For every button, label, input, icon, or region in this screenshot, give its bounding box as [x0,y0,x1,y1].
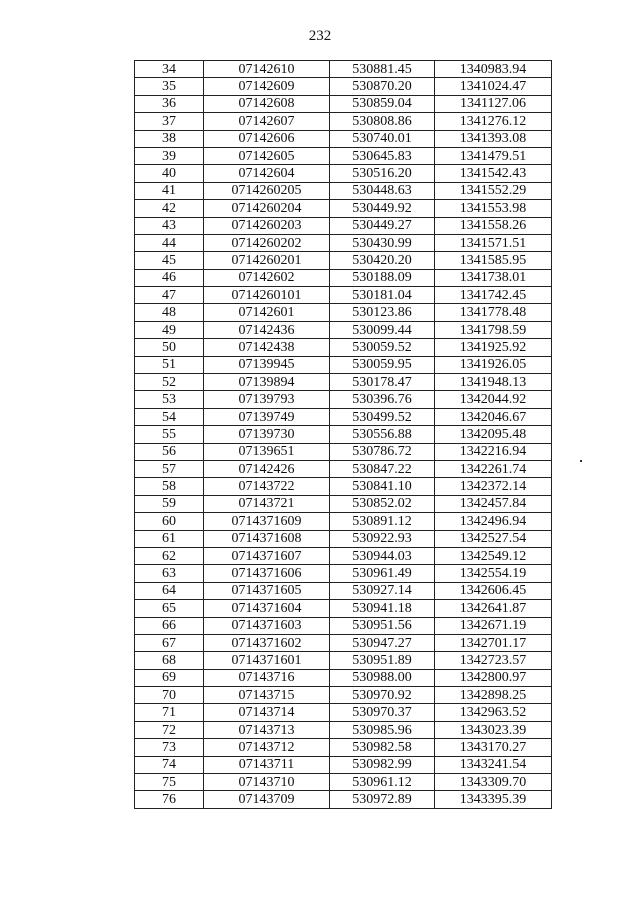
point-id-cell: 07142438 [204,339,330,356]
x-coordinate-cell: 530951.89 [330,652,435,669]
table-row [135,756,552,773]
y-coordinate-cell: 1342095.48 [435,426,552,443]
point-id-cell: 07139730 [204,426,330,443]
row-number-cell: 69 [135,669,204,686]
row-number-cell: 44 [135,234,204,251]
x-coordinate-cell: 530847.22 [330,460,435,477]
point-id-cell: 07139651 [204,443,330,460]
point-id-cell: 0714371602 [204,634,330,651]
table-row [135,634,552,651]
table-row [135,617,552,634]
point-id-cell: 0714371603 [204,617,330,634]
row-number-cell: 58 [135,478,204,495]
point-id-cell: 07142609 [204,78,330,95]
point-id-cell: 07143715 [204,687,330,704]
row-number-cell: 60 [135,513,204,530]
table-row [135,774,552,791]
point-id-cell: 0714260203 [204,217,330,234]
point-id-cell: 07143712 [204,739,330,756]
row-number-cell: 38 [135,130,204,147]
x-coordinate-cell: 530099.44 [330,321,435,338]
point-id-cell: 07142607 [204,113,330,130]
x-coordinate-cell: 530449.27 [330,217,435,234]
row-number-cell: 74 [135,756,204,773]
row-number-cell: 59 [135,495,204,512]
y-coordinate-cell: 1341742.45 [435,287,552,304]
x-coordinate-cell: 530059.52 [330,339,435,356]
y-coordinate-cell: 1342457.84 [435,495,552,512]
x-coordinate-cell: 530961.49 [330,565,435,582]
row-number-cell: 73 [135,739,204,756]
x-coordinate-cell: 530985.96 [330,721,435,738]
y-coordinate-cell: 1341552.29 [435,182,552,199]
y-coordinate-cell: 1341127.06 [435,95,552,112]
table-row [135,565,552,582]
row-number-cell: 53 [135,391,204,408]
row-number-cell: 65 [135,600,204,617]
x-coordinate-cell: 530448.63 [330,182,435,199]
y-coordinate-cell: 1342606.45 [435,582,552,599]
y-coordinate-cell: 1341479.51 [435,147,552,164]
table-row [135,460,552,477]
y-coordinate-cell: 1342216.94 [435,443,552,460]
y-coordinate-cell: 1341558.26 [435,217,552,234]
y-coordinate-cell: 1343170.27 [435,739,552,756]
table-row [135,739,552,756]
row-number-cell: 49 [135,321,204,338]
y-coordinate-cell: 1342046.67 [435,408,552,425]
row-number-cell: 48 [135,304,204,321]
point-id-cell: 0714260101 [204,287,330,304]
point-id-cell: 07142436 [204,321,330,338]
row-number-cell: 62 [135,547,204,564]
row-number-cell: 34 [135,61,204,78]
row-number-cell: 56 [135,443,204,460]
x-coordinate-cell: 530808.86 [330,113,435,130]
table-row [135,113,552,130]
row-number-cell: 47 [135,287,204,304]
point-id-cell: 07139793 [204,391,330,408]
y-coordinate-cell: 1340983.94 [435,61,552,78]
table-row [135,147,552,164]
row-number-cell: 75 [135,774,204,791]
x-coordinate-cell: 530982.58 [330,739,435,756]
y-coordinate-cell: 1341778.48 [435,304,552,321]
table-row [135,478,552,495]
x-coordinate-cell: 530961.12 [330,774,435,791]
x-coordinate-cell: 530841.10 [330,478,435,495]
x-coordinate-cell: 530922.93 [330,530,435,547]
x-coordinate-cell: 530181.04 [330,287,435,304]
table-row [135,704,552,721]
row-number-cell: 46 [135,269,204,286]
row-number-cell: 45 [135,252,204,269]
point-id-cell: 07142602 [204,269,330,286]
row-number-cell: 41 [135,182,204,199]
y-coordinate-cell: 1341925.92 [435,339,552,356]
y-coordinate-cell: 1343395.39 [435,791,552,808]
x-coordinate-cell: 530499.52 [330,408,435,425]
point-id-cell: 07139894 [204,374,330,391]
x-coordinate-cell: 530870.20 [330,78,435,95]
row-number-cell: 40 [135,165,204,182]
coordinate-table [134,60,552,809]
table-body [135,61,552,809]
y-coordinate-cell: 1342641.87 [435,600,552,617]
x-coordinate-cell: 530947.27 [330,634,435,651]
y-coordinate-cell: 1341738.01 [435,269,552,286]
table-row [135,252,552,269]
row-number-cell: 63 [135,565,204,582]
point-id-cell: 07142610 [204,61,330,78]
x-coordinate-cell: 530786.72 [330,443,435,460]
point-id-cell: 0714371605 [204,582,330,599]
row-number-cell: 39 [135,147,204,164]
x-coordinate-cell: 530881.45 [330,61,435,78]
table-row [135,234,552,251]
x-coordinate-cell: 530420.20 [330,252,435,269]
table-row [135,182,552,199]
x-coordinate-cell: 530645.83 [330,147,435,164]
table-row [135,530,552,547]
x-coordinate-cell: 530859.04 [330,95,435,112]
point-id-cell: 07143716 [204,669,330,686]
table-row [135,78,552,95]
table-row [135,391,552,408]
table-row [135,443,552,460]
table-row [135,304,552,321]
y-coordinate-cell: 1341571.51 [435,234,552,251]
table-row [135,374,552,391]
row-number-cell: 70 [135,687,204,704]
table-row [135,165,552,182]
point-id-cell: 0714371608 [204,530,330,547]
row-number-cell: 35 [135,78,204,95]
row-number-cell: 37 [135,113,204,130]
x-coordinate-cell: 530982.99 [330,756,435,773]
x-coordinate-cell: 530941.18 [330,600,435,617]
x-coordinate-cell: 530988.00 [330,669,435,686]
x-coordinate-cell: 530188.09 [330,269,435,286]
y-coordinate-cell: 1341585.95 [435,252,552,269]
point-id-cell: 0714371606 [204,565,330,582]
x-coordinate-cell: 530951.56 [330,617,435,634]
table-row [135,687,552,704]
table-row [135,200,552,217]
table-row [135,582,552,599]
y-coordinate-cell: 1341024.47 [435,78,552,95]
y-coordinate-cell: 1342671.19 [435,617,552,634]
y-coordinate-cell: 1342261.74 [435,460,552,477]
table-row [135,269,552,286]
y-coordinate-cell: 1343309.70 [435,774,552,791]
table-row [135,61,552,78]
table-row [135,547,552,564]
table-row [135,513,552,530]
x-coordinate-cell: 530970.37 [330,704,435,721]
y-coordinate-cell: 1342963.52 [435,704,552,721]
x-coordinate-cell: 530927.14 [330,582,435,599]
y-coordinate-cell: 1342549.12 [435,547,552,564]
point-id-cell: 07143711 [204,756,330,773]
x-coordinate-cell: 530740.01 [330,130,435,147]
row-number-cell: 64 [135,582,204,599]
y-coordinate-cell: 1342044.92 [435,391,552,408]
row-number-cell: 55 [135,426,204,443]
y-coordinate-cell: 1342701.17 [435,634,552,651]
x-coordinate-cell: 530970.92 [330,687,435,704]
table-row [135,287,552,304]
point-id-cell: 0714260201 [204,252,330,269]
table-row [135,652,552,669]
point-id-cell: 07142606 [204,130,330,147]
y-coordinate-cell: 1342527.54 [435,530,552,547]
row-number-cell: 54 [135,408,204,425]
y-coordinate-cell: 1341276.12 [435,113,552,130]
x-coordinate-cell: 530449.92 [330,200,435,217]
point-id-cell: 07143721 [204,495,330,512]
point-id-cell: 0714260202 [204,234,330,251]
row-number-cell: 51 [135,356,204,373]
x-coordinate-cell: 530123.86 [330,304,435,321]
point-id-cell: 0714371609 [204,513,330,530]
row-number-cell: 66 [135,617,204,634]
table-row [135,339,552,356]
point-id-cell: 07143714 [204,704,330,721]
x-coordinate-cell: 530430.99 [330,234,435,251]
point-id-cell: 07143722 [204,478,330,495]
row-number-cell: 36 [135,95,204,112]
table-row [135,217,552,234]
point-id-cell: 07142601 [204,304,330,321]
table-row [135,130,552,147]
x-coordinate-cell: 530891.12 [330,513,435,530]
table-row [135,495,552,512]
point-id-cell: 0714260205 [204,182,330,199]
row-number-cell: 72 [135,721,204,738]
point-id-cell: 07142605 [204,147,330,164]
y-coordinate-cell: 1342898.25 [435,687,552,704]
point-id-cell: 07143713 [204,721,330,738]
row-number-cell: 71 [135,704,204,721]
point-id-cell: 0714260204 [204,200,330,217]
y-coordinate-cell: 1341393.08 [435,130,552,147]
table-row [135,95,552,112]
row-number-cell: 67 [135,634,204,651]
table-row [135,408,552,425]
point-id-cell: 07143710 [204,774,330,791]
point-id-cell: 07143709 [204,791,330,808]
point-id-cell: 0714371604 [204,600,330,617]
x-coordinate-cell: 530944.03 [330,547,435,564]
table-row [135,426,552,443]
table-row [135,791,552,808]
row-number-cell: 52 [135,374,204,391]
y-coordinate-cell: 1341553.98 [435,200,552,217]
table-row [135,321,552,338]
point-id-cell: 0714371607 [204,547,330,564]
row-number-cell: 68 [135,652,204,669]
page-number: 232 [308,28,332,44]
x-coordinate-cell: 530516.20 [330,165,435,182]
point-id-cell: 07139945 [204,356,330,373]
y-coordinate-cell: 1341926.05 [435,356,552,373]
row-number-cell: 76 [135,791,204,808]
x-coordinate-cell: 530178.47 [330,374,435,391]
y-coordinate-cell: 1342554.19 [435,565,552,582]
y-coordinate-cell: 1341948.13 [435,374,552,391]
y-coordinate-cell: 1342723.57 [435,652,552,669]
y-coordinate-cell: 1341798.59 [435,321,552,338]
row-number-cell: 57 [135,460,204,477]
x-coordinate-cell: 530396.76 [330,391,435,408]
y-coordinate-cell: 1342372.14 [435,478,552,495]
row-number-cell: 43 [135,217,204,234]
row-number-cell: 61 [135,530,204,547]
y-coordinate-cell: 1343241.54 [435,756,552,773]
x-coordinate-cell: 530556.88 [330,426,435,443]
row-number-cell: 50 [135,339,204,356]
table-row [135,669,552,686]
point-id-cell: 07139749 [204,408,330,425]
x-coordinate-cell: 530852.02 [330,495,435,512]
table-row [135,356,552,373]
y-coordinate-cell: 1341542.43 [435,165,552,182]
point-id-cell: 07142426 [204,460,330,477]
row-number-cell: 42 [135,200,204,217]
y-coordinate-cell: 1343023.39 [435,721,552,738]
x-coordinate-cell: 530972.89 [330,791,435,808]
x-coordinate-cell: 530059.95 [330,356,435,373]
y-coordinate-cell: 1342800.97 [435,669,552,686]
y-coordinate-cell: 1342496.94 [435,513,552,530]
table-row [135,721,552,738]
point-id-cell: 07142608 [204,95,330,112]
point-id-cell: 07142604 [204,165,330,182]
stray-dot-mark [580,460,582,462]
point-id-cell: 0714371601 [204,652,330,669]
table-row [135,600,552,617]
